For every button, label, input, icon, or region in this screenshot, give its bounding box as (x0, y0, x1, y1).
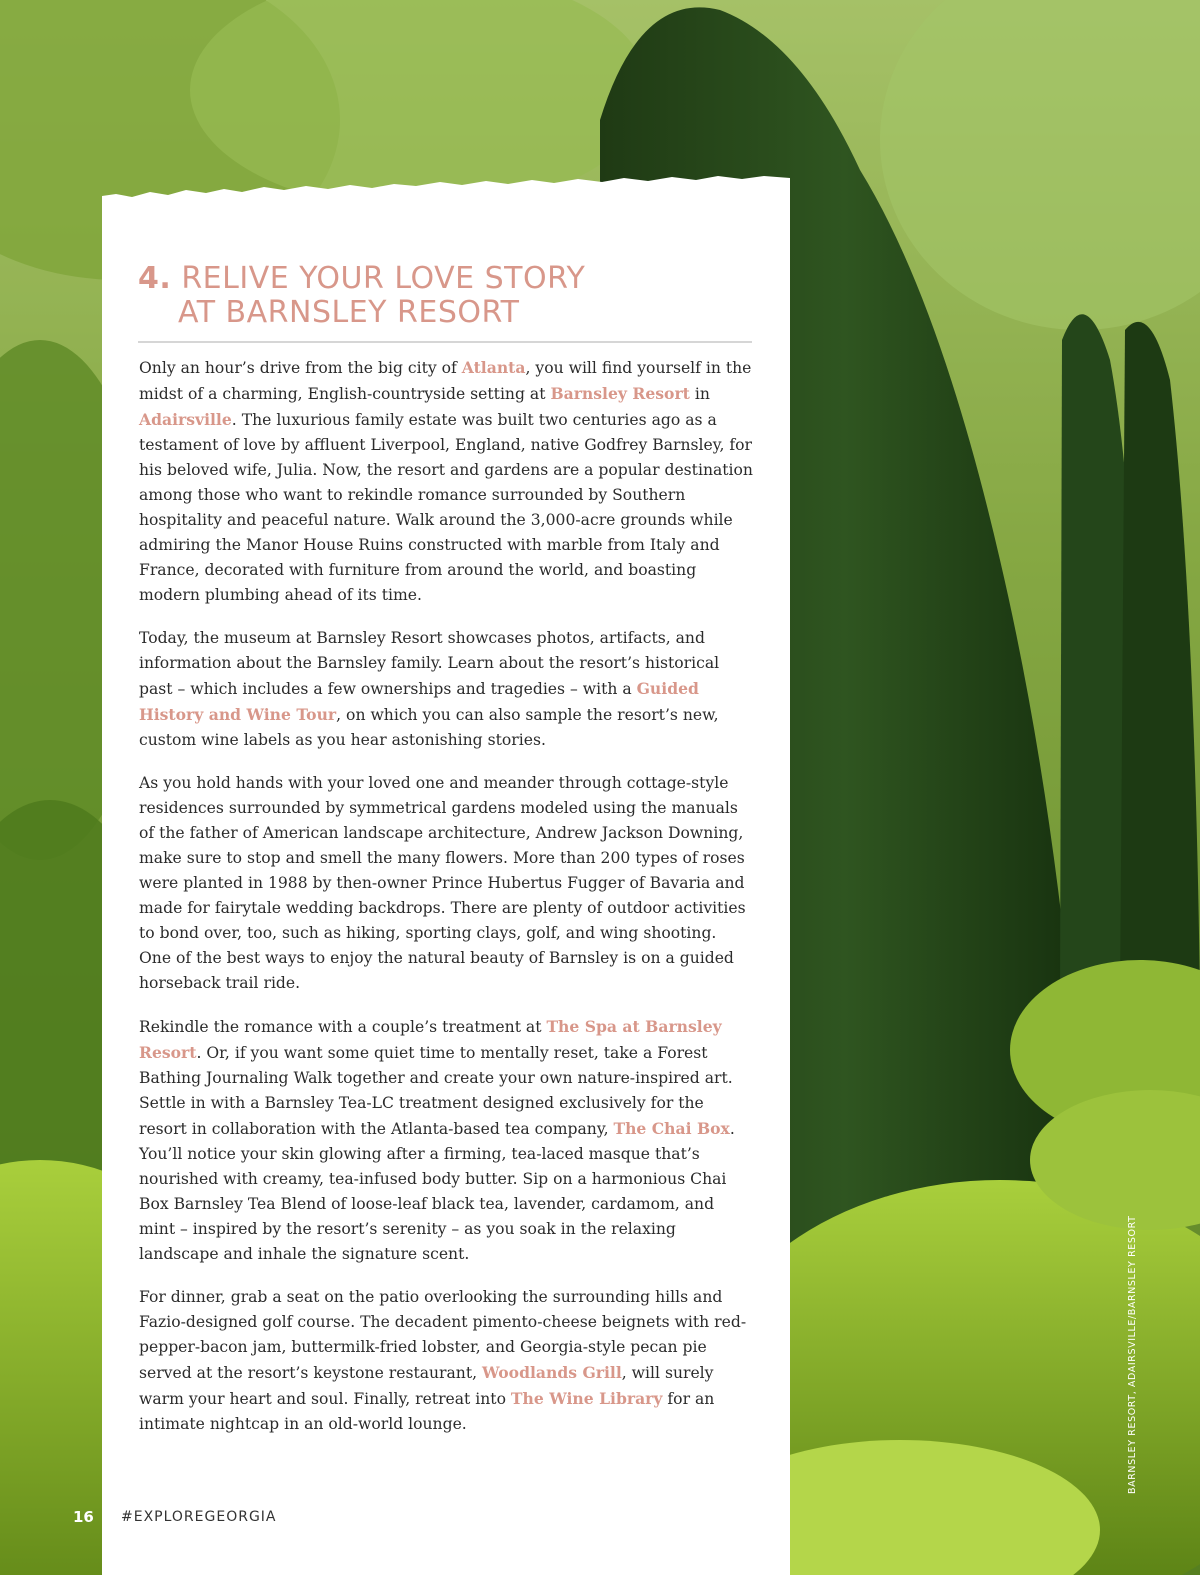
paragraph-text: . Or, if you want some quiet time to mentally reset, take a Forest Bathing Journaling Walk together and create your own nature-inspired art. Settle in with a Barnsley Tea-LC treatment designed exclusively for the resort in collaboration with the Atlanta-based tea company, (139, 1044, 733, 1138)
paragraph-text: , will surely warm your heart and soul. Finally, retreat into (139, 1364, 714, 1408)
heading-divider (138, 341, 752, 343)
paragraph-text: , on which you can also sample the resort’s new, custom wine labels as you hear astonishing stories. (139, 706, 719, 749)
paragraph-text: . You’ll notice your skin glowing after a firming, tea-laced masque that’s nourished with creamy, tea-infused body butter. Sip on a harmonious Chai Box Barnsley Tea Blend of loose-leaf black tea, lavender, cardamom, and mint – inspired by the resort’s serenity – as you soak in the relaxing landscape and inhale the signature scent. (139, 1120, 735, 1263)
inline-link[interactable]: Woodlands Grill (482, 1363, 622, 1382)
photo-credit: BARNSLEY RESORT, ADAIRSVILLE/BARNSLEY RESORT (1127, 1215, 1138, 1494)
inline-link[interactable]: The Spa at Barnsley Resort (139, 1017, 722, 1062)
article-paragraph (139, 626, 753, 753)
heading-line-2: AT BARNSLEY RESORT (178, 295, 520, 330)
heading-number: 4. (138, 261, 172, 296)
inline-link[interactable]: Atlanta (461, 358, 526, 377)
article-paragraph (139, 1285, 753, 1437)
article-paragraph (139, 355, 753, 608)
paragraph-text: , you will find yourself in the midst of a charming, English-countryside setting at (139, 359, 752, 403)
heading-line-1: RELIVE YOUR LOVE STORY (181, 261, 586, 296)
paragraph-text: For dinner, grab a seat on the patio overlooking the surrounding hills and Fazio-designed golf course. The decadent pimento-cheese beignets with red-pepper-bacon jam, buttermilk-fried lobster, and Georgia-style pecan pie served at the resort’s keystone restaurant, (139, 1288, 747, 1382)
paragraph-text: As you hold hands with your loved one and meander through cottage-style residences surrounded by symmetrical gardens modeled using the manuals of the father of American landscape architecture, Andrew Jackson Downing, make sure to stop and smell the many flowers. More than 200 types of roses were planted in 1988 by then-owner Prince Hubertus Fugger of Bavaria and made for fairytale wedding backdrops. There are plenty of outdoor activities to bond over, too, such as hiking, sporting clays, golf, and wing shooting. One of the best ways to enjoy the natural beauty of Barnsley is on a guided horseback trail ride. (139, 774, 746, 992)
paragraph-text: in (689, 385, 710, 403)
inline-link[interactable]: The Wine Library (510, 1389, 663, 1408)
inline-link[interactable]: Guided History and Wine Tour (139, 679, 699, 724)
article-body (139, 355, 753, 1455)
article-paragraph (139, 1014, 753, 1267)
paragraph-text: Rekindle the romance with a couple’s treatment at (139, 1018, 547, 1036)
paragraph-text: Only an hour’s drive from the big city of (139, 359, 462, 377)
inline-link[interactable]: Barnsley Resort (550, 384, 690, 403)
article-paragraph (139, 771, 753, 996)
inline-link[interactable]: The Chai Box (613, 1119, 730, 1138)
paragraph-text: . The luxurious family estate was built two centuries ago as a testament of love by affluent Liverpool, England, native Godfrey Barnsley, for his beloved wife, Julia. Now, the resort and gardens are a popular destination among those who want to rekindle romance surrounded by Southern hospitality and peaceful nature. Walk around the 3,000-acre grounds while admiring the Manor House Ruins constructed with marble from Italy and France, decorated with furniture from around the world, and boasting modern plumbing ahead of its time. (139, 411, 753, 604)
article-heading (138, 262, 758, 330)
footer-hashtag: #EXPLOREGEORGIA (121, 1509, 277, 1525)
paragraph-text: for an intimate nightcap in an old-world lounge. (139, 1390, 715, 1433)
paragraph-text: Today, the museum at Barnsley Resort showcases photos, artifacts, and information about the Barnsley family. Learn about the resort’s historical past – which includes a few ownerships and tragedies – with a (139, 629, 720, 698)
inline-link[interactable]: Adairsville (139, 410, 232, 429)
page-number: 16 (73, 1508, 94, 1526)
